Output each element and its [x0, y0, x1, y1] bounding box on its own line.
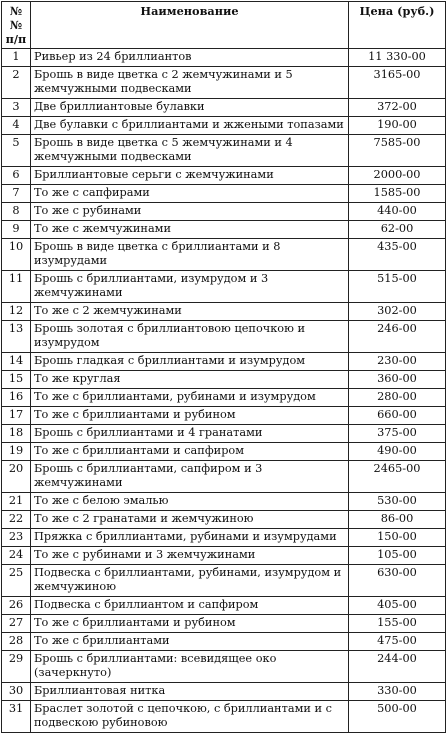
row-number: 16 — [2, 389, 31, 407]
table-row — [2, 461, 446, 493]
item-name: Подвеска с бриллиантами, рубинами, изумрудом и жемчужиною — [31, 565, 349, 597]
item-name: То же с белою эмалью — [31, 493, 349, 511]
item-name: Две бриллиантовые булавки — [31, 99, 349, 117]
table-row — [2, 117, 446, 135]
item-price: 62-00 — [349, 221, 446, 239]
table-header-row — [2, 2, 446, 49]
item-name: Пряжка с бриллиантами, рубинами и изумрудами — [31, 529, 349, 547]
item-name: Бриллиантовая нитка — [31, 683, 349, 701]
row-number: 9 — [2, 221, 31, 239]
table-row — [2, 511, 446, 529]
row-number: 19 — [2, 443, 31, 461]
table-row — [2, 303, 446, 321]
item-price: 500-00 — [349, 701, 446, 733]
row-number: 10 — [2, 239, 31, 271]
item-price: 302-00 — [349, 303, 446, 321]
row-number: 20 — [2, 461, 31, 493]
row-number: 17 — [2, 407, 31, 425]
table-row — [2, 271, 446, 303]
item-price: 2000-00 — [349, 167, 446, 185]
item-price: 630-00 — [349, 565, 446, 597]
table-row — [2, 547, 446, 565]
row-number: 26 — [2, 597, 31, 615]
item-name: Брошь с бриллиантами: всевидящее око (зачеркнуто) — [31, 651, 349, 683]
row-number: 7 — [2, 185, 31, 203]
item-price: 190-00 — [349, 117, 446, 135]
table-row — [2, 371, 446, 389]
item-name: Брошь в виде цветка с 5 жемчужинами и 4 жемчужными подвесками — [31, 135, 349, 167]
row-number: 13 — [2, 321, 31, 353]
item-price: 155-00 — [349, 615, 446, 633]
table-row — [2, 167, 446, 185]
column-header-price: Цена (руб.) — [349, 2, 446, 49]
table-row — [2, 185, 446, 203]
item-name: То же с рубинами и 3 жемчужинами — [31, 547, 349, 565]
table-row — [2, 353, 446, 371]
item-name: То же с сапфирами — [31, 185, 349, 203]
item-name: То же с 2 жемчужинами — [31, 303, 349, 321]
table-row — [2, 389, 446, 407]
item-name: Брошь в виде цветка с 2 жемчужинами и 5 жемчужными подвесками — [31, 67, 349, 99]
row-number: 3 — [2, 99, 31, 117]
row-number: 12 — [2, 303, 31, 321]
item-name: То же с бриллиантами и рубином — [31, 615, 349, 633]
table-row — [2, 321, 446, 353]
item-name: Браслет золотой с цепочкою, с бриллиантами и с подвескою рубиновою — [31, 701, 349, 733]
row-number: 4 — [2, 117, 31, 135]
table-row — [2, 443, 446, 461]
table-row — [2, 565, 446, 597]
table-row — [2, 651, 446, 683]
item-name: Брошь с бриллиантами, сапфиром и 3 жемчужинами — [31, 461, 349, 493]
row-number: 1 — [2, 49, 31, 67]
item-price: 660-00 — [349, 407, 446, 425]
row-number: 23 — [2, 529, 31, 547]
item-name: То же круглая — [31, 371, 349, 389]
item-name: Брошь золотая с бриллиантовою цепочкою и изумрудом — [31, 321, 349, 353]
row-number: 21 — [2, 493, 31, 511]
table-row — [2, 425, 446, 443]
item-name: То же с рубинами — [31, 203, 349, 221]
item-price: 280-00 — [349, 389, 446, 407]
item-price: 475-00 — [349, 633, 446, 651]
row-number: 24 — [2, 547, 31, 565]
row-number: 18 — [2, 425, 31, 443]
table-row — [2, 99, 446, 117]
table-row — [2, 221, 446, 239]
item-price: 2465-00 — [349, 461, 446, 493]
item-name: Брошь в виде цветка с бриллиантами и 8 изумрудами — [31, 239, 349, 271]
item-name: Бриллиантовые серьги с жемчужинами — [31, 167, 349, 185]
item-price: 372-00 — [349, 99, 446, 117]
item-name: Брошь гладкая с бриллиантами и изумрудом — [31, 353, 349, 371]
item-price: 405-00 — [349, 597, 446, 615]
table-row — [2, 633, 446, 651]
table-row — [2, 493, 446, 511]
table-row — [2, 67, 446, 99]
item-price: 440-00 — [349, 203, 446, 221]
row-number: 30 — [2, 683, 31, 701]
table-row — [2, 615, 446, 633]
item-name: То же с бриллиантами и рубином — [31, 407, 349, 425]
table-row — [2, 407, 446, 425]
table-row — [2, 239, 446, 271]
item-price: 435-00 — [349, 239, 446, 271]
table-row — [2, 529, 446, 547]
table-body — [2, 49, 446, 733]
item-name: То же с 2 гранатами и жемчужиною — [31, 511, 349, 529]
item-price: 1585-00 — [349, 185, 446, 203]
table-row — [2, 683, 446, 701]
item-name: Брошь с бриллиантами и 4 гранатами — [31, 425, 349, 443]
item-price: 375-00 — [349, 425, 446, 443]
item-price: 11 330-00 — [349, 49, 446, 67]
item-name: Брошь с бриллиантами, изумрудом и 3 жемчужинами — [31, 271, 349, 303]
row-number: 28 — [2, 633, 31, 651]
item-price: 246-00 — [349, 321, 446, 353]
row-number: 8 — [2, 203, 31, 221]
row-number: 6 — [2, 167, 31, 185]
item-name: Подвеска с бриллиантом и сапфиром — [31, 597, 349, 615]
column-header-name: Наименование — [31, 2, 349, 49]
item-price: 230-00 — [349, 353, 446, 371]
item-price: 490-00 — [349, 443, 446, 461]
row-number: 15 — [2, 371, 31, 389]
inventory-table — [1, 1, 446, 733]
item-price: 3165-00 — [349, 67, 446, 99]
item-price: 330-00 — [349, 683, 446, 701]
item-name: Две булавки с бриллиантами и жжеными топазами — [31, 117, 349, 135]
table-row — [2, 597, 446, 615]
row-number: 11 — [2, 271, 31, 303]
row-number: 5 — [2, 135, 31, 167]
column-header-number-line2: п/п — [5, 32, 27, 46]
item-price: 360-00 — [349, 371, 446, 389]
row-number: 2 — [2, 67, 31, 99]
item-price: 7585-00 — [349, 135, 446, 167]
item-name: Ривьер из 24 бриллиантов — [31, 49, 349, 67]
item-price: 244-00 — [349, 651, 446, 683]
item-price: 530-00 — [349, 493, 446, 511]
row-number: 14 — [2, 353, 31, 371]
item-name: То же с бриллиантами и сапфиром — [31, 443, 349, 461]
item-price: 515-00 — [349, 271, 446, 303]
table-row — [2, 701, 446, 733]
row-number: 27 — [2, 615, 31, 633]
item-price: 105-00 — [349, 547, 446, 565]
table-row — [2, 135, 446, 167]
table-row — [2, 203, 446, 221]
column-header-number-line1: №№ — [9, 4, 23, 32]
row-number: 22 — [2, 511, 31, 529]
row-number: 25 — [2, 565, 31, 597]
item-price: 150-00 — [349, 529, 446, 547]
item-name: То же с бриллиантами, рубинами и изумрудом — [31, 389, 349, 407]
column-header-number — [2, 2, 31, 49]
row-number: 29 — [2, 651, 31, 683]
item-name: То же с жемчужинами — [31, 221, 349, 239]
item-name: То же с бриллиантами — [31, 633, 349, 651]
table-row — [2, 49, 446, 67]
row-number: 31 — [2, 701, 31, 733]
item-price: 86-00 — [349, 511, 446, 529]
